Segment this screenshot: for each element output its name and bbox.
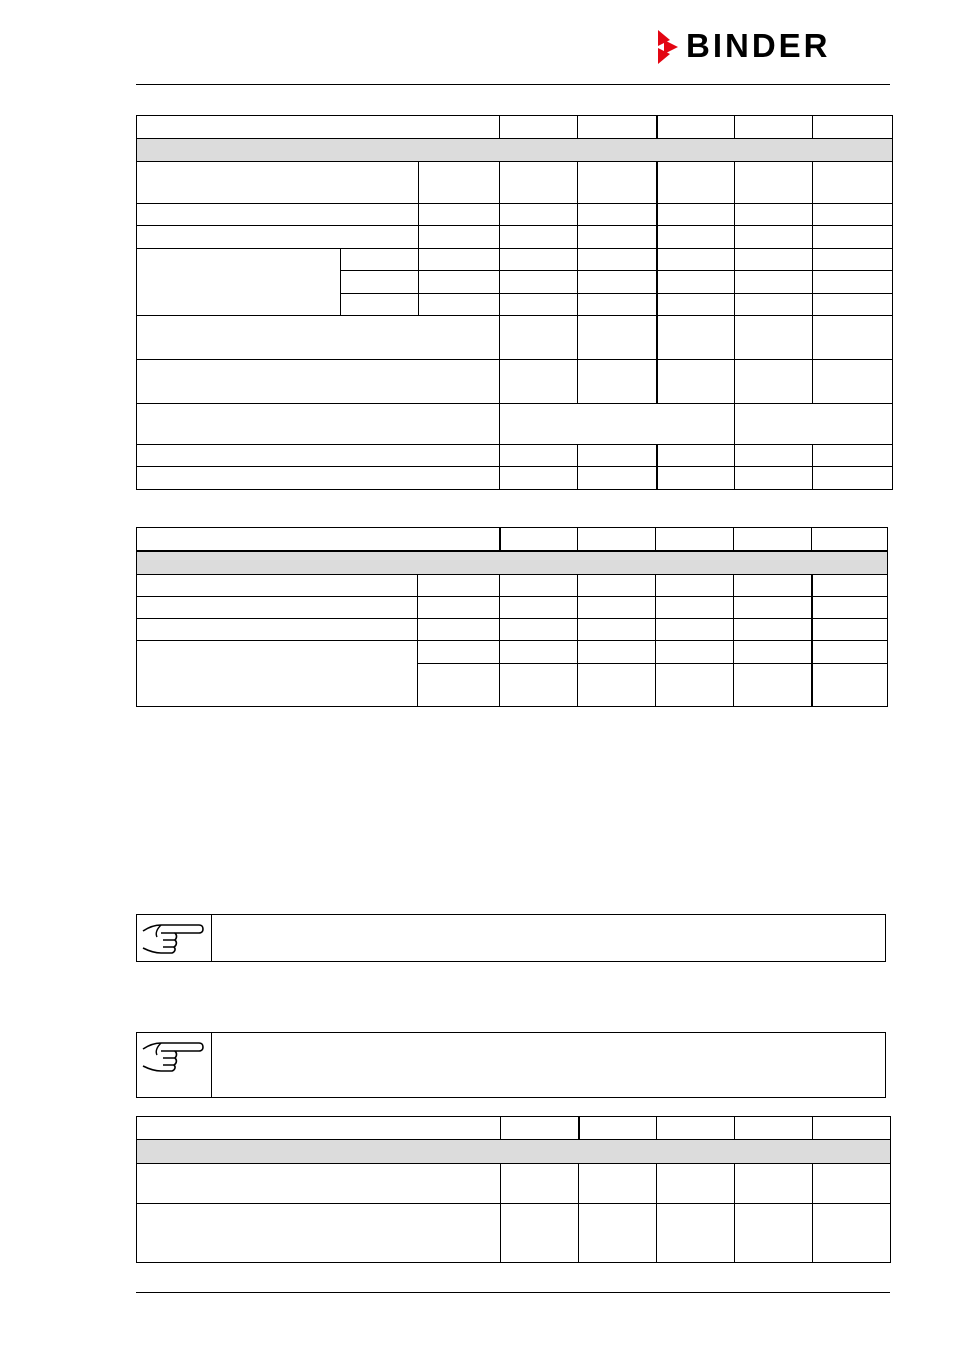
note-icon-cell: [137, 915, 212, 961]
table-header-row: [137, 528, 888, 551]
section-header-row: [137, 1140, 891, 1164]
table-row: [137, 204, 893, 226]
table-row: [137, 467, 893, 490]
pointing-hand-icon: [141, 919, 205, 959]
note-box: [136, 1032, 886, 1098]
spec-table-1: [136, 115, 893, 490]
table-row: [137, 316, 893, 360]
section-header-row: [137, 551, 888, 575]
table-row: [137, 1164, 891, 1204]
table-row: [137, 360, 893, 404]
table-row: [137, 162, 893, 204]
table-row: [137, 445, 893, 467]
binder-logo: [656, 27, 888, 64]
note-icon-cell: [137, 1033, 212, 1097]
table-header-row: [137, 1117, 891, 1140]
table-row: [137, 249, 893, 271]
table-row: [137, 619, 888, 641]
table-header-row: [137, 116, 893, 139]
table-row: [137, 404, 893, 445]
note-box: [136, 914, 886, 962]
binder-logo-mark: [656, 30, 682, 64]
header-rule: [136, 84, 890, 85]
pointing-hand-icon: [141, 1037, 205, 1077]
spec-table-2: [136, 527, 888, 707]
spec-table-3: [136, 1116, 891, 1263]
section-header-row: [137, 139, 893, 162]
table-row: [137, 575, 888, 597]
table-row: [137, 226, 893, 249]
table-row: [137, 597, 888, 619]
table-row: [137, 1204, 891, 1263]
table-row: [137, 641, 888, 664]
brand-name: BINDER: [686, 27, 831, 64]
footer-rule: [136, 1292, 890, 1293]
